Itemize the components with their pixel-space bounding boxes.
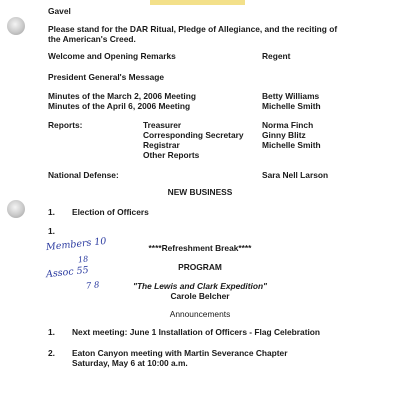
new-business-item-number: 1. xyxy=(48,207,55,217)
welcome-presenter: Regent xyxy=(262,51,291,61)
announcement-text: Eaton Canyon meeting with Martin Severance Chapter xyxy=(72,348,288,358)
sticky-note-strip xyxy=(150,0,245,5)
handwritten-note: 7 8 xyxy=(85,280,101,292)
program-heading: PROGRAM xyxy=(178,262,222,272)
minutes-april: Minutes of the April 6, 2006 Meeting xyxy=(48,101,191,111)
announcement-number: 2. xyxy=(48,348,55,358)
report-role: Corresponding Secretary xyxy=(143,130,244,140)
welcome-item: Welcome and Opening Remarks xyxy=(48,51,176,61)
president-general-message: President General's Message xyxy=(48,72,165,82)
report-role: Treasurer xyxy=(143,120,182,130)
new-business-heading: NEW BUSINESS xyxy=(167,187,233,197)
report-presenter: Ginny Blitz xyxy=(262,130,306,140)
report-role: Registrar xyxy=(143,140,180,150)
handwritten-note: Members 10 xyxy=(45,235,108,254)
reports-label: Reports: xyxy=(48,120,83,130)
program-title: "The Lewis and Clark Expedition" xyxy=(132,281,268,291)
announcement-text: Next meeting: June 1 Installation of Officers - Flag Celebration xyxy=(72,327,321,337)
national-defense-label: National Defense: xyxy=(48,170,119,180)
new-business-item: Election of Officers xyxy=(72,207,149,217)
minutes-april-presenter: Michelle Smith xyxy=(262,101,321,111)
program-speaker: Carole Belcher xyxy=(170,291,230,301)
stand-line-2: the American's Creed. xyxy=(48,34,136,44)
report-presenter: Norma Finch xyxy=(262,120,314,130)
minutes-march-presenter: Betty Williams xyxy=(262,91,320,101)
announcement-text: Saturday, May 6 at 10:00 a.m. xyxy=(72,358,188,368)
blank-item-number: 1. xyxy=(48,226,55,236)
punch-hole-icon xyxy=(7,17,25,35)
punch-hole-icon xyxy=(7,200,25,218)
announcement-number: 1. xyxy=(48,327,55,337)
stand-line-1: Please stand for the DAR Ritual, Pledge of Allegiance, and the reciting of xyxy=(48,24,338,34)
handwritten-note: 18 xyxy=(77,254,89,265)
minutes-march: Minutes of the March 2, 2006 Meeting xyxy=(48,91,196,101)
announcements-heading: Announcements xyxy=(169,309,231,319)
report-role: Other Reports xyxy=(143,150,200,160)
refreshment-break: ****Refreshment Break**** xyxy=(148,243,252,253)
gavel-item: Gavel xyxy=(48,6,71,16)
national-defense-presenter: Sara Nell Larson xyxy=(262,170,329,180)
handwritten-note: Assoc 55 xyxy=(45,264,90,281)
report-presenter: Michelle Smith xyxy=(262,140,321,150)
